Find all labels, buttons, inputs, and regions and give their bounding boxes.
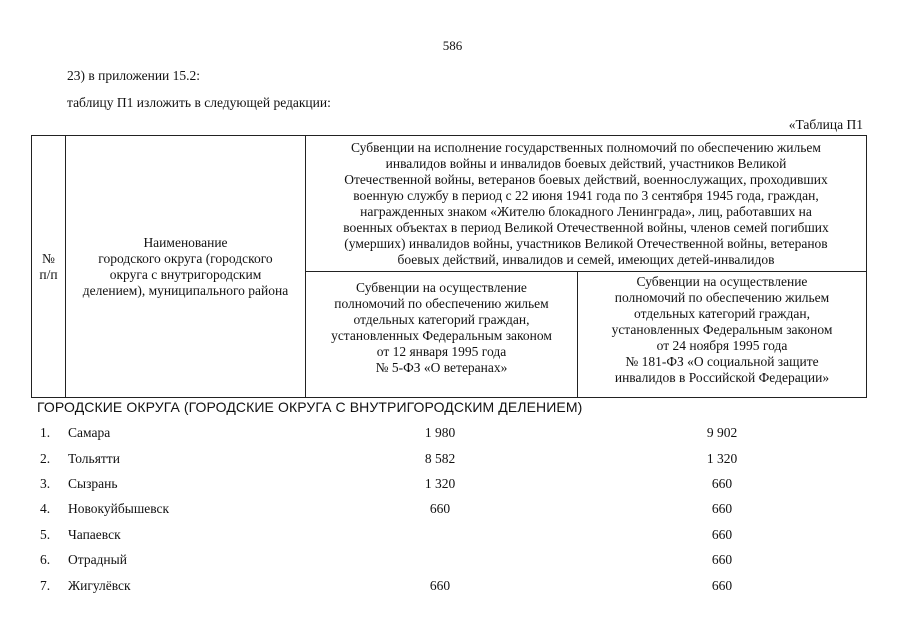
table-row xyxy=(0,476,905,496)
table-row xyxy=(0,425,905,445)
intro-line-1: 23) в приложении 15.2: xyxy=(67,68,201,83)
table-row xyxy=(0,527,905,547)
row-value-veterans: 1 320 xyxy=(424,476,456,491)
row-name: Отрадный xyxy=(68,552,127,567)
table-label: «Таблица П1 xyxy=(788,117,863,132)
row-value-disabled: 660 xyxy=(711,501,733,516)
row-num: 6. xyxy=(40,552,51,567)
row-num: 2. xyxy=(40,451,51,466)
header-name-cell xyxy=(66,136,306,398)
row-num: 1. xyxy=(40,425,51,440)
row-value-veterans: 660 xyxy=(429,578,451,593)
row-value-disabled: 660 xyxy=(711,527,733,542)
header-subventions-cell xyxy=(306,136,867,272)
table-header xyxy=(31,135,867,398)
row-value-disabled: 660 xyxy=(711,578,733,593)
page-number: 586 xyxy=(442,38,463,53)
header-name: Наименование городского округа (городского округа с внутригородским делением), муниципального района xyxy=(82,234,289,298)
header-col1: Субвенции на осуществление полномочий по обеспечению жильем отдельных категорий граждан, установленных Федеральным законом от 12 января 1995 года № 5-ФЗ «О ветеранах» xyxy=(331,280,552,375)
row-name: Жигулёвск xyxy=(68,578,131,593)
header-subventions: Субвенции на исполнение государственных полномочий по обеспечению жильем инвалидов войны и инвалидов боевых действий, участников Великой Отечественной войны, ветеранов боевых действий, военнослужащих, проходивших военную службу в период с 22 июня 1941 года по 3 сентября 1945 года, граждан, награжденных знаком «Жителю блокадного Ленинграда», лиц, работавших на военных объектах в период Великой Отечественной войны, членов семей погибших (умерших) инвалидов войны, участников Великой Отечественной войны, ветеранов боевых действий, инвалидов и семей, имеющих детей-инвалидов xyxy=(343,139,829,267)
row-num: 7. xyxy=(40,578,51,593)
row-name: Тольятти xyxy=(68,451,120,466)
table-row xyxy=(0,578,905,598)
row-name: Новокуйбышевск xyxy=(68,501,170,516)
header-col2-cell xyxy=(578,272,867,398)
row-num: 5. xyxy=(40,527,51,542)
row-num: 4. xyxy=(40,501,51,516)
header-num: № п/п xyxy=(39,250,58,282)
section-title: ГОРОДСКИЕ ОКРУГА (ГОРОДСКИЕ ОКРУГА С ВНУТРИГОРОДСКИМ ДЕЛЕНИЕМ) xyxy=(37,399,583,415)
row-num: 3. xyxy=(40,476,51,491)
row-value-disabled: 9 902 xyxy=(706,425,738,440)
row-name: Самара xyxy=(68,425,111,440)
row-value-veterans: 660 xyxy=(429,501,451,516)
table-row xyxy=(0,552,905,572)
table-row xyxy=(0,451,905,471)
row-name: Чапаевск xyxy=(68,527,121,542)
row-value-veterans: 1 980 xyxy=(424,425,456,440)
header-num-cell xyxy=(32,136,66,398)
header-col2: Субвенции на осуществление полномочий по обеспечению жильем отдельных категорий граждан, установленных Федеральным законом от 24 ноября 1995 года № 181-ФЗ «О социальной защите инвалидов в Российской Федерации» xyxy=(611,274,833,385)
row-value-disabled: 660 xyxy=(711,476,733,491)
intro-line-2: таблицу П1 изложить в следующей редакции: xyxy=(67,95,331,110)
row-value-veterans: 8 582 xyxy=(424,451,456,466)
table-row xyxy=(0,501,905,521)
row-value-disabled: 660 xyxy=(711,552,733,567)
header-col1-cell xyxy=(306,272,578,398)
row-name: Сызрань xyxy=(68,476,118,491)
row-value-disabled: 1 320 xyxy=(706,451,738,466)
